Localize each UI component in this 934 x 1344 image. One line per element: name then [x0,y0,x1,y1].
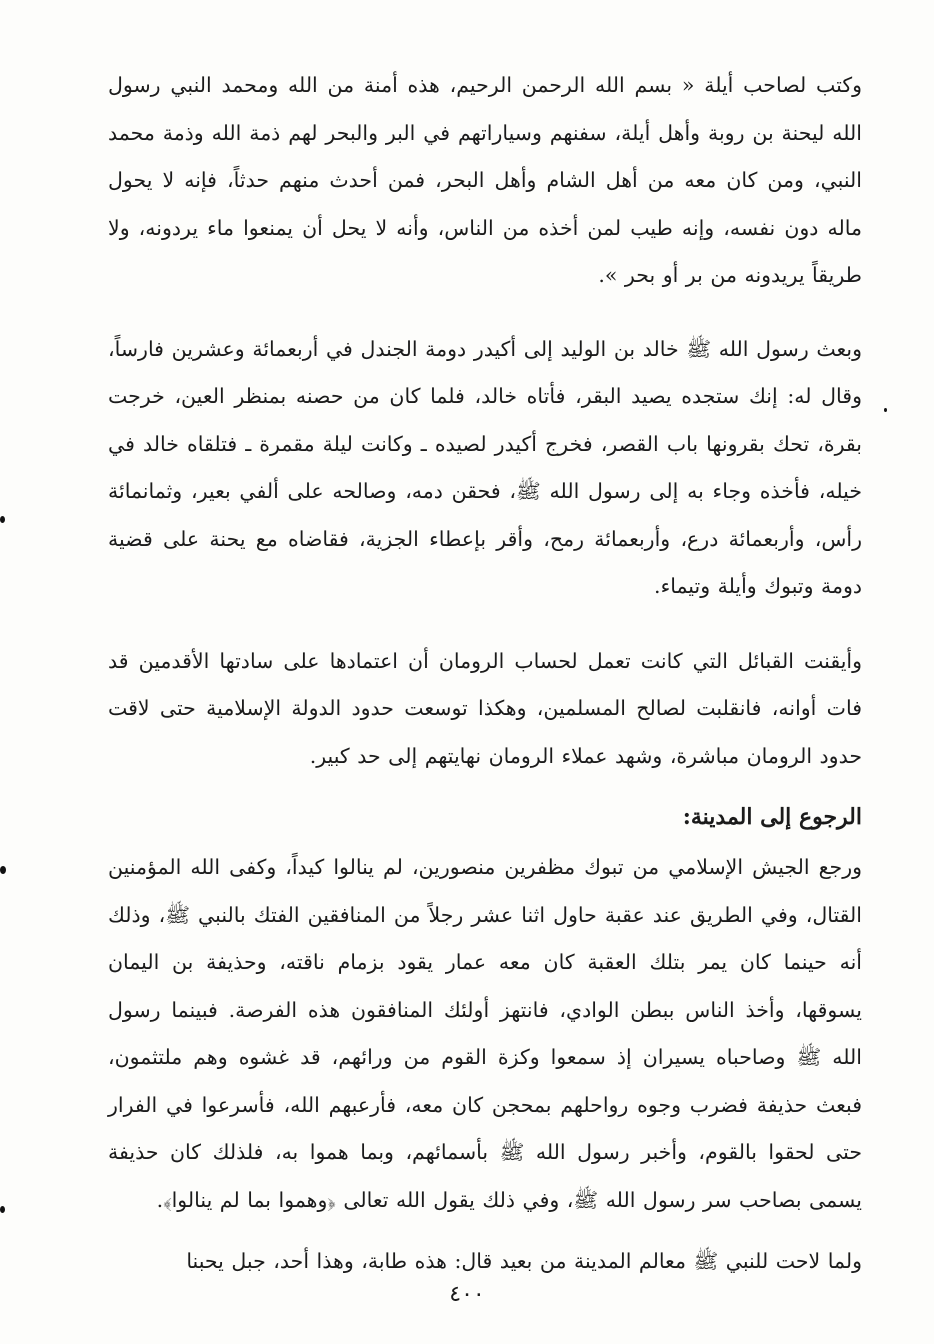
section-heading: الرجوع إلى المدينة: [682,804,862,830]
scan-speck [0,866,6,874]
page-number: ٤٠٠ [449,1282,485,1307]
paragraph-return-journey: ورجع الجيش الإسلامي من تبوك مظفرين منصورين، لم ينالوا كيداً، وكفى الله المؤمنين القتال، وفي الطريق عند عقبة حاول اثنا عشر رجلاً من المنافقين الفتك بالنبي ﷺ، وذلك أنه حينما كان يمر بتلك العقبة كان معه عمار يقود بزمام ناقته، وحذيفة بن اليمان يسوقها، وأخذ الناس ببطن الوادي، فانتهز أولئك المنافقون هذه الفرصة. فبينما رسول الله ﷺ وصاحباه يسيران إذ سمعوا وكزة القوم من ورائهم، قد غشوه وهم ملتثمون، فبعث حذيفة فضرب وجوه رواحلهم بمحجن كان معه، فأرعبهم الله، فأسرعوا في الفرار حتى لحقوا بالقوم، وأخبر رسول الله ﷺ بأسمائهم، وبما هموا به، فلذلك كان حذيفة يسمى بصاحب سر رسول الله ﷺ، وفي ذلك يقول الله تعالى ﴿وهموا بما لم ينالوا﴾. [108,855,862,1212]
scan-speck [0,516,5,523]
page-body [108,62,862,1286]
paragraph-letter-to-ayla: وكتب لصاحب أيلة « بسم الله الرحمن الرحيم، هذه أمنة من الله ومحمد النبي رسول الله ليحنة بن روبة وأهل أيلة، سفنهم وسياراتهم في البر والبحر لهم ذمة الله وذمة محمد النبي، ومن كان معه من أهل الشام وأهل البحر، فمن أحدث منهم حدثاً، فإنه لا يحول ماله دون نفسه، وإنه طيب لمن أخذه من الناس، وأنه لا يحل أن يمنعوا ماء يردونه، ولا طريقاً يريدونه من بر أو بحر ». [108,73,862,287]
paragraph-tribes-submission: وأيقنت القبائل التي كانت تعمل لحساب الرومان أن اعتمادها على سادتها الأقدمين قد فات أوانه، فانقلبت لصالح المسلمين، وهكذا توسعت حدود الدولة الإسلامية حتى لاقت حدود الرومان مباشرة، وشهد عملاء الرومان نهايتهم إلى حد كبير. [108,648,862,768]
paragraph-approach-medina: ولما لاحت للنبي ﷺ معالم المدينة من بعيد قال: هذه طابة، وهذا أحد، جبل يحبنا [186,1249,862,1273]
scan-speck [884,408,887,412]
paragraph-khalid-expedition: وبعث رسول الله ﷺ خالد بن الوليد إلى أكيدر دومة الجندل في أربعمائة وعشرين فارساً، وقال له: إنك ستجده يصيد البقر، فأتاه خالد، فلما كان من حصنه بمنظر العين، خرجت بقرة، تحك بقرونها باب القصر، فخرج أكيدر لصيده ـ وكانت ليلة مقمرة ـ فتلقاه خالد في خيله، فأخذه وجاء به إلى رسول الله ﷺ، فحقن دمه، وصالحه على ألفي بعير، وثمانمائة رأس، وأربعمائة درع، وأربعمائة رمح، وأقر بإعطاء الجزية، فقاضاه مع يحنة على قضية دومة وتبوك وأيلة وتيماء. [108,336,862,598]
scan-speck [0,1206,5,1213]
